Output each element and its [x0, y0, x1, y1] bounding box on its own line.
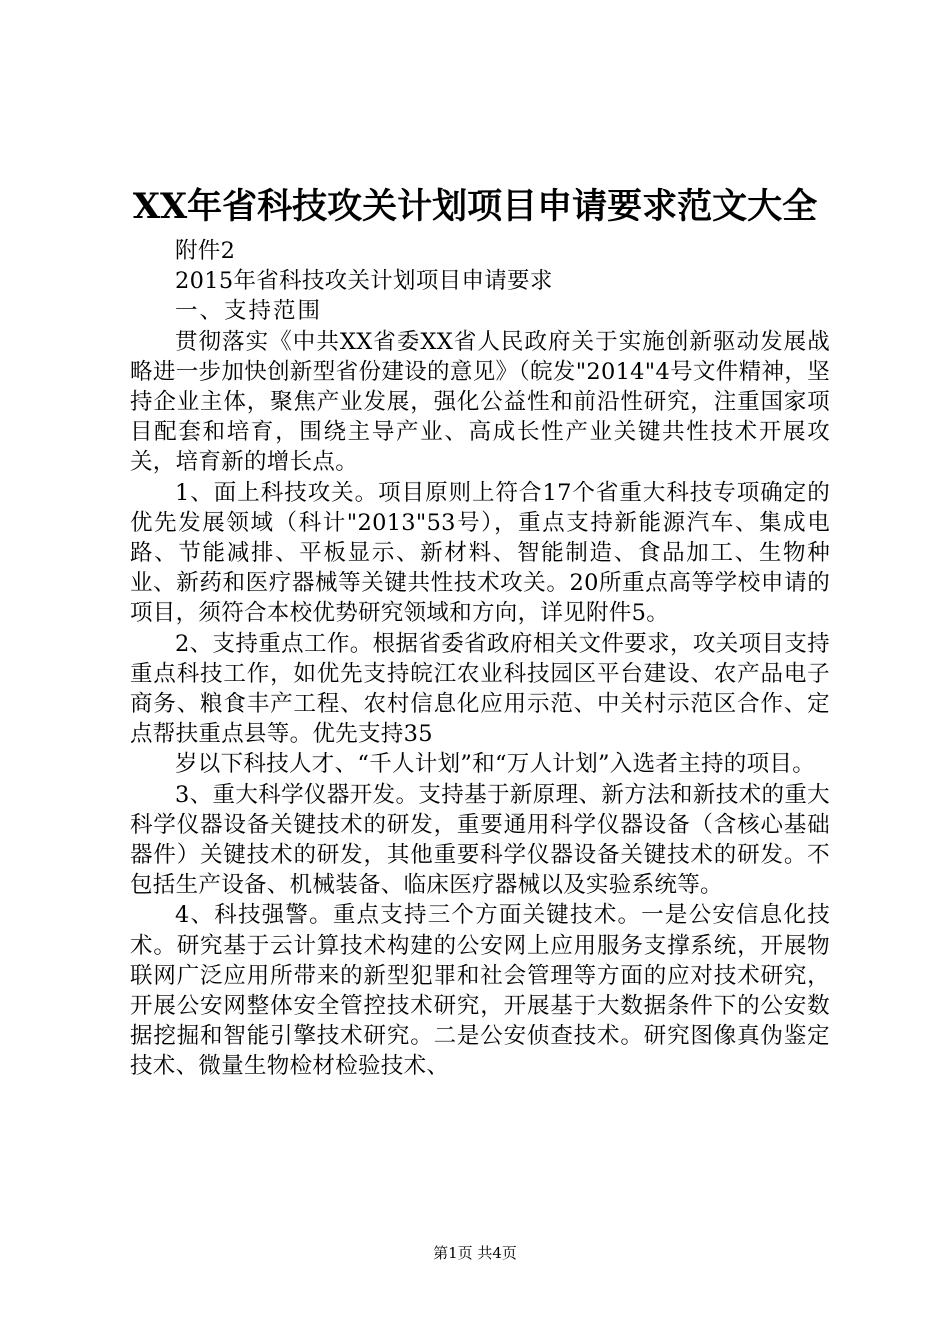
document-subtitle: 2015年省科技攻关计划项目申请要求 [175, 268, 553, 295]
paragraph-item-3: 3、重大科学仪器开发。支持基于新原理、新方法和新技术的重大科学仪器设备关键技术的研发，重要通用科学仪器设备（含核心基础器件）关键技术的研发，其他重要科学仪器设备关键技术的研发。不包括生产设备、机械装备、临床医疗器械以及实验系统等。 [130, 781, 830, 899]
section-heading: 一、支持范围 [175, 298, 323, 325]
paragraph-intro: 贯彻落实《中共XX省委XX省人民政府关于实施创新驱动发展战略进一步加快创新型省份建设的意见》（皖发"2014"4号文件精神，坚持企业主体，聚焦产业发展，强化公益性和前沿性研究，注重国家项目配套和培育，围绕主导产业、高成长性产业关键共性技术开展攻关，培育新的增长点。 [130, 328, 830, 476]
document-title: XX年省科技攻关计划项目申请要求范文大全 [132, 186, 818, 227]
page-number: 第1页 共4页 [433, 1244, 517, 1262]
attachment-label: 附件2 [175, 238, 236, 264]
document-body [130, 236, 830, 1082]
paragraph-item-1: 1、面上科技攻关。项目原则上符合17个省重大科技专项确定的优先发展领域（科计"2013"53号），重点支持新能源汽车、集成电路、节能减排、平板显示、新材料、智能制造、食品加工、生物种业、新药和医疗器械等关键共性技术攻关。20所重点高等学校申请的项目，须符合本校优势研究领域和方向，详见附件5。 [130, 479, 830, 627]
paragraph-item-2: 2、支持重点工作。根据省委省政府相关文件要求，攻关项目支持重点科技工作，如优先支持皖江农业科技园区平台建设、农产品电子商务、粮食丰产工程、农村信息化应用示范、中关村示范区合作、定点帮扶重点县等。优先支持35 [130, 630, 830, 748]
paragraph-item-4: 4、科技强警。重点支持三个方面关键技术。一是公安信息化技术。研究基于云计算技术构建的公安网上应用服务支撑系统，开展物联网广泛应用所带来的新型犯罪和社会管理等方面的应对技术研究，开展公安网整体安全管控技术研究，开展基于大数据条件下的公安数据挖掘和智能引擎技术研究。二是公安侦查技术。研究图像真伪鉴定技术、微量生物检材检验技术、 [130, 902, 830, 1080]
paragraph-item-2-continued: 岁以下科技人才、“千人计划”和“万人计划”入选者主持的项目。 [175, 751, 816, 778]
